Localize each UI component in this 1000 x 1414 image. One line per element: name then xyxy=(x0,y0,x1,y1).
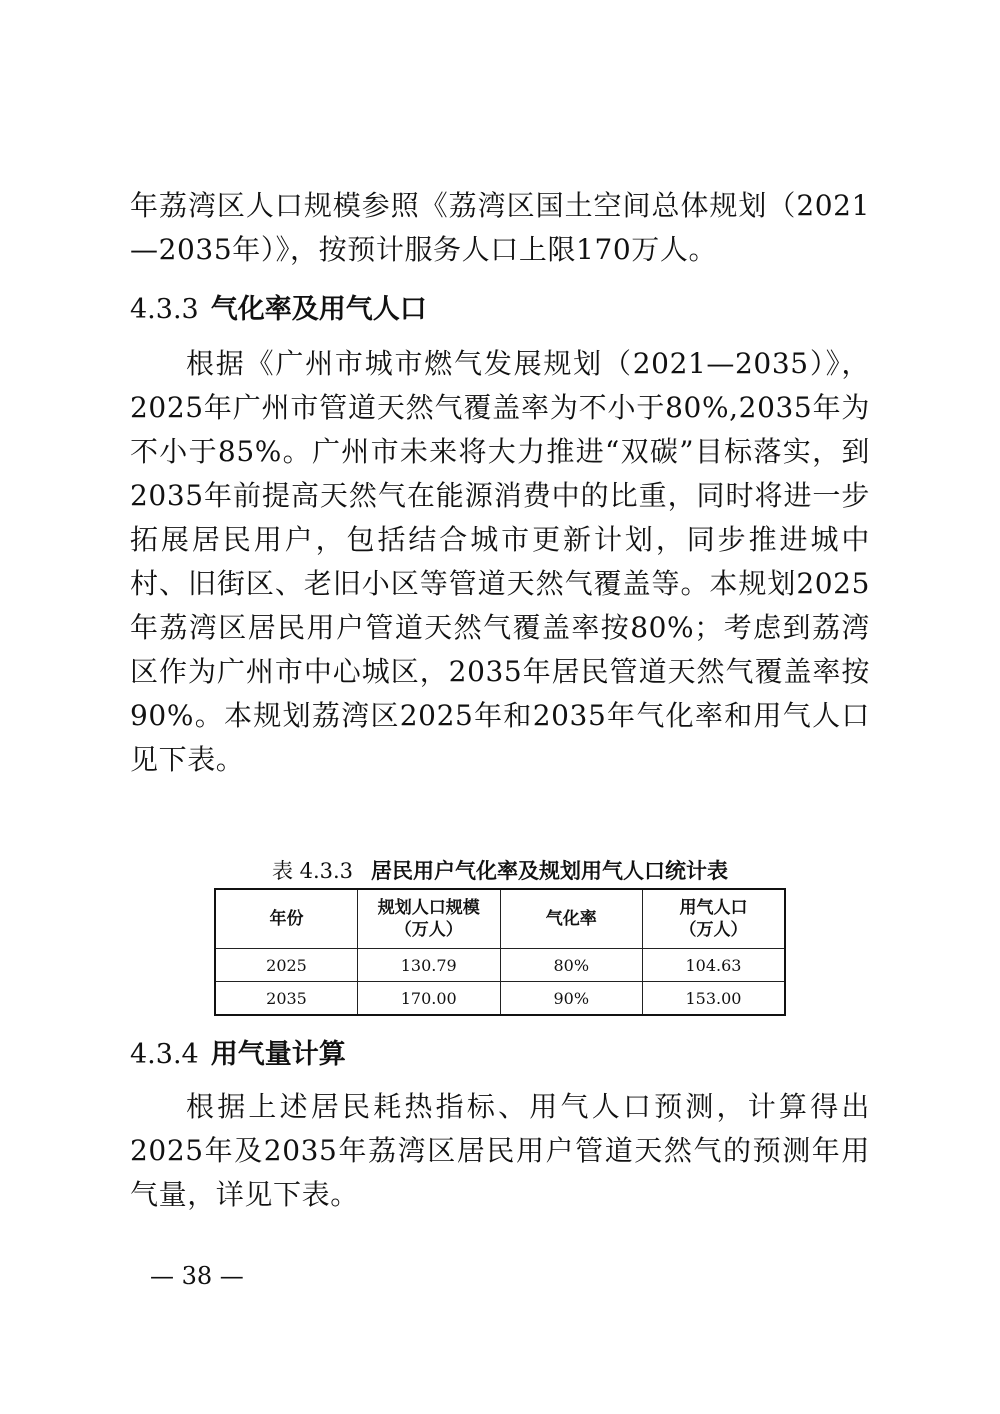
section-heading-4-3-3 xyxy=(130,290,427,330)
header-gasification-rate: 气化率 xyxy=(500,889,643,949)
table-caption-text: 居民用户气化率及规划用气人口统计表 xyxy=(371,859,729,883)
section-heading-4-3-4 xyxy=(130,1035,346,1075)
section-title: 气化率及用气人口 xyxy=(210,294,427,325)
table-header-row xyxy=(215,889,785,949)
header-planned-population: 规划人口规模 （万人） xyxy=(358,889,501,949)
table-caption xyxy=(214,856,786,886)
header-year: 年份 xyxy=(215,889,358,949)
page-number: — 38 — xyxy=(150,1262,244,1290)
cell-planned-population: 170.00 xyxy=(358,982,501,1016)
cell-gasification-rate: 80% xyxy=(500,949,643,982)
cell-year: 2025 xyxy=(215,949,358,982)
table-caption-number: 表 4.3.3 xyxy=(271,859,354,883)
paragraph-intro: 年荔湾区人口规模参照《荔湾区国土空间总体规划（2021—2035年）》，按预计服务人口上限170万人。 xyxy=(130,189,870,266)
header-gas-population: 用气人口 （万人） xyxy=(643,889,786,949)
section-number: 4.3.3 xyxy=(130,294,199,325)
cell-gasification-rate: 90% xyxy=(500,982,643,1016)
statistics-table xyxy=(214,888,786,1016)
table-row xyxy=(215,949,785,982)
cell-gas-population: 104.63 xyxy=(643,949,786,982)
cell-year: 2035 xyxy=(215,982,358,1016)
section-number: 4.3.4 xyxy=(130,1039,199,1070)
cell-gas-population: 153.00 xyxy=(643,982,786,1016)
table-row xyxy=(215,982,785,1016)
section-title: 用气量计算 xyxy=(210,1039,346,1070)
cell-planned-population: 130.79 xyxy=(358,949,501,982)
paragraph-gas-consumption: 根据上述居民耗热指标、用气人口预测，计算得出2025年及2035年荔湾区居民用户管道天然气的预测年用气量，详见下表。 xyxy=(130,1090,870,1211)
paragraph-gasification: 根据《广州市城市燃气发展规划（2021—2035）》，2025年广州市管道天然气覆盖率为不小于80%,2035年为不小于85%。广州市未来将大力推进“双碳”目标落实，到2035年前提高天然气在能源消费中的比重，同时将进一步拓展居民用户，包括结合城市更新计划，同步推进城中村、旧街区、老旧小区等管道天然气覆盖等。本规划2025年荔湾区居民用户管道天然气覆盖率按80%；考虑到荔湾区作为广州市中心城区，2035年居民管道天然气覆盖率按90%。本规划荔湾区2025年和2035年气化率和用气人口见下表。 xyxy=(130,347,870,776)
